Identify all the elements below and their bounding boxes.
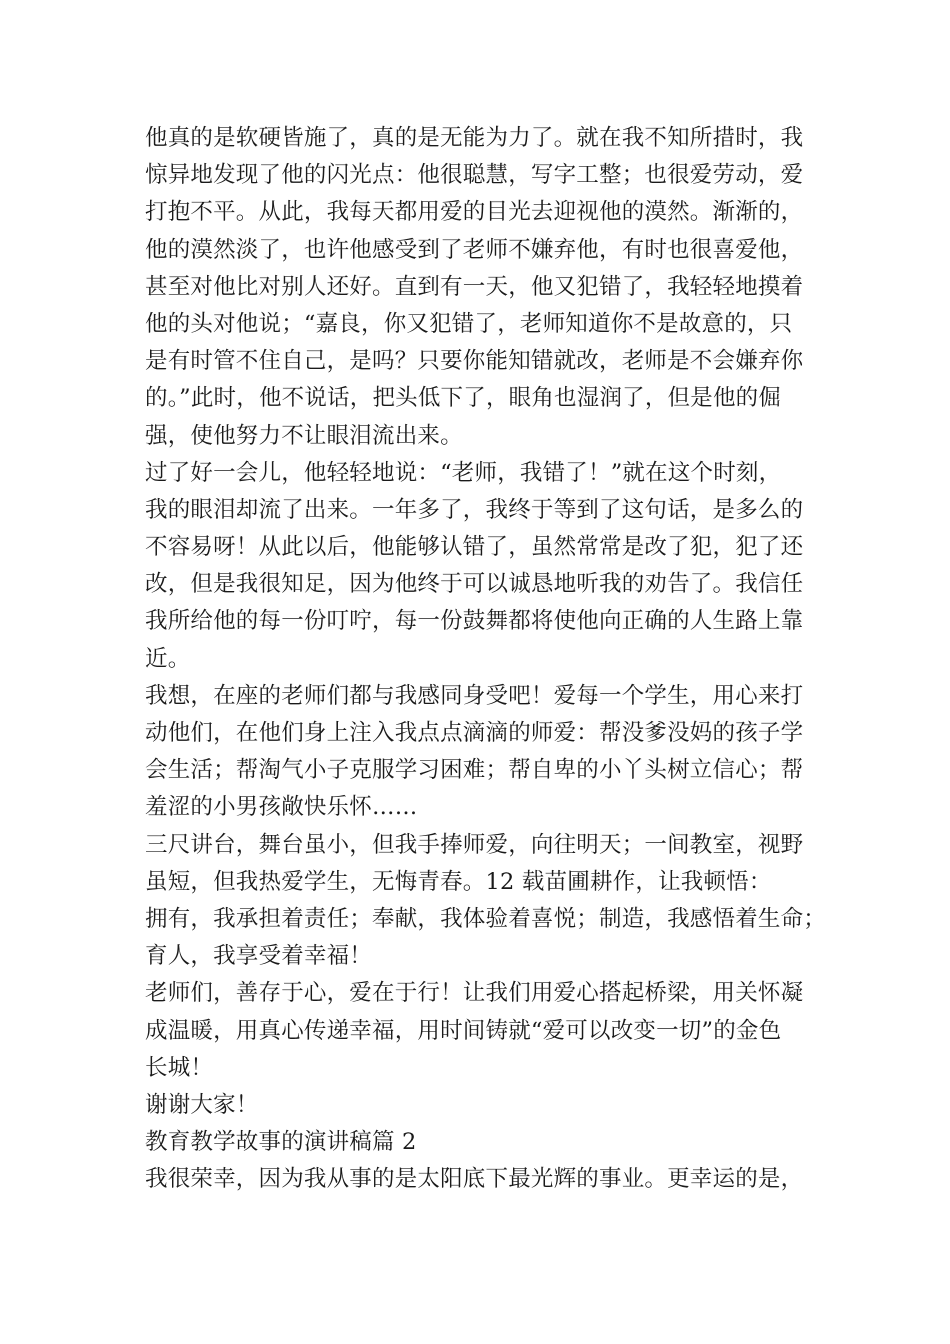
text-line: 他的头对他说；“嘉良，你又犯错了，老师知道你不是故意的，只 <box>145 310 793 337</box>
text-line: 打抱不平。从此，我每天都用爱的目光去迎视他的漠然。渐渐的， <box>145 199 804 226</box>
text-line: 育人，我享受着幸福！ <box>145 943 373 970</box>
text-line: 是有时管不住自己，是吗？只要你能知错就改，老师是不会嫌弃你 <box>145 348 804 375</box>
text-line: 动他们，在他们身上注入我点点滴滴的师爱：帮没爹没妈的孩子学 <box>145 720 804 746</box>
text-line: 长城！ <box>145 1054 214 1081</box>
text-line: 他真的是软硬皆施了，真的是无能为力了。就在我不知所措时，我 <box>145 125 804 151</box>
text-line: 拥有，我承担着责任；奉献，我体验着喜悦；制造，我感悟着生命； <box>145 905 827 932</box>
text-line: 成温暖，用真心传递幸福，用时间铸就“爱可以改变一切”的金色 <box>145 1017 782 1044</box>
text-line: 老师们，善存于心，爱在于行！让我们用爱心搭起桥梁，用关怀凝 <box>145 980 804 1007</box>
speech-text <box>145 120 825 1198</box>
text-line: 强，使他努力不让眼泪流出来。 <box>145 422 463 449</box>
text-line: 三尺讲台，舞台虽小，但我手捧师爱，向往明天；一间教室，视野 <box>145 831 804 858</box>
text-line: 虽短，但我热爱学生，无悔青春。12 载苗圃耕作，让我顿悟： <box>145 868 772 895</box>
text-line: 惊异地发现了他的闪光点：他很聪慧，写字工整；也很爱劳动，爱 <box>145 162 804 189</box>
text-line: 会生活；帮淘气小子克服学习困难；帮自卑的小丫头树立信心；帮 <box>145 757 804 784</box>
text-line: 甚至对他比对别人还好。直到有一天，他又犯错了，我轻轻地摸着 <box>145 273 804 300</box>
text-line: 我想，在座的老师们都与我感同身受吧！爱每一个学生，用心来打 <box>145 682 804 709</box>
text-line: 的。”此时，他不说话，把头低下了，眼角也湿润了，但是他的倔 <box>145 385 782 412</box>
text-line: 我的眼泪却流了出来。一年多了，我终于等到了这句话，是多么的 <box>145 496 804 523</box>
text-line: 他的漠然淡了，也许他感受到了老师不嫌弃他，有时也很喜爱他， <box>145 236 804 263</box>
text-line: 不容易呀！从此以后，他能够认错了，虽然常常是改了犯，犯了还 <box>145 534 804 561</box>
text-line: 谢谢大家！ <box>145 1091 259 1118</box>
text-line: 我很荣幸，因为我从事的是太阳底下最光辉的事业。更幸运的是， <box>145 1166 804 1193</box>
text-line: 改，但是我很知足，因为他终于可以诚恳地听我的劝告了。我信任 <box>145 571 804 598</box>
text-line: 我所给他的每一份叮咛，每一份鼓舞都将使他向正确的人生路上靠 <box>145 608 804 635</box>
text-line: 近。 <box>145 645 191 672</box>
text-line: 过了好一会儿，他轻轻地说：“老师，我错了！”就在这个时刻， <box>145 459 782 486</box>
text-line: 羞涩的小男孩敞快乐怀…… <box>145 794 418 821</box>
section-heading: 教育教学故事的演讲稿篇 2 <box>145 1129 417 1156</box>
